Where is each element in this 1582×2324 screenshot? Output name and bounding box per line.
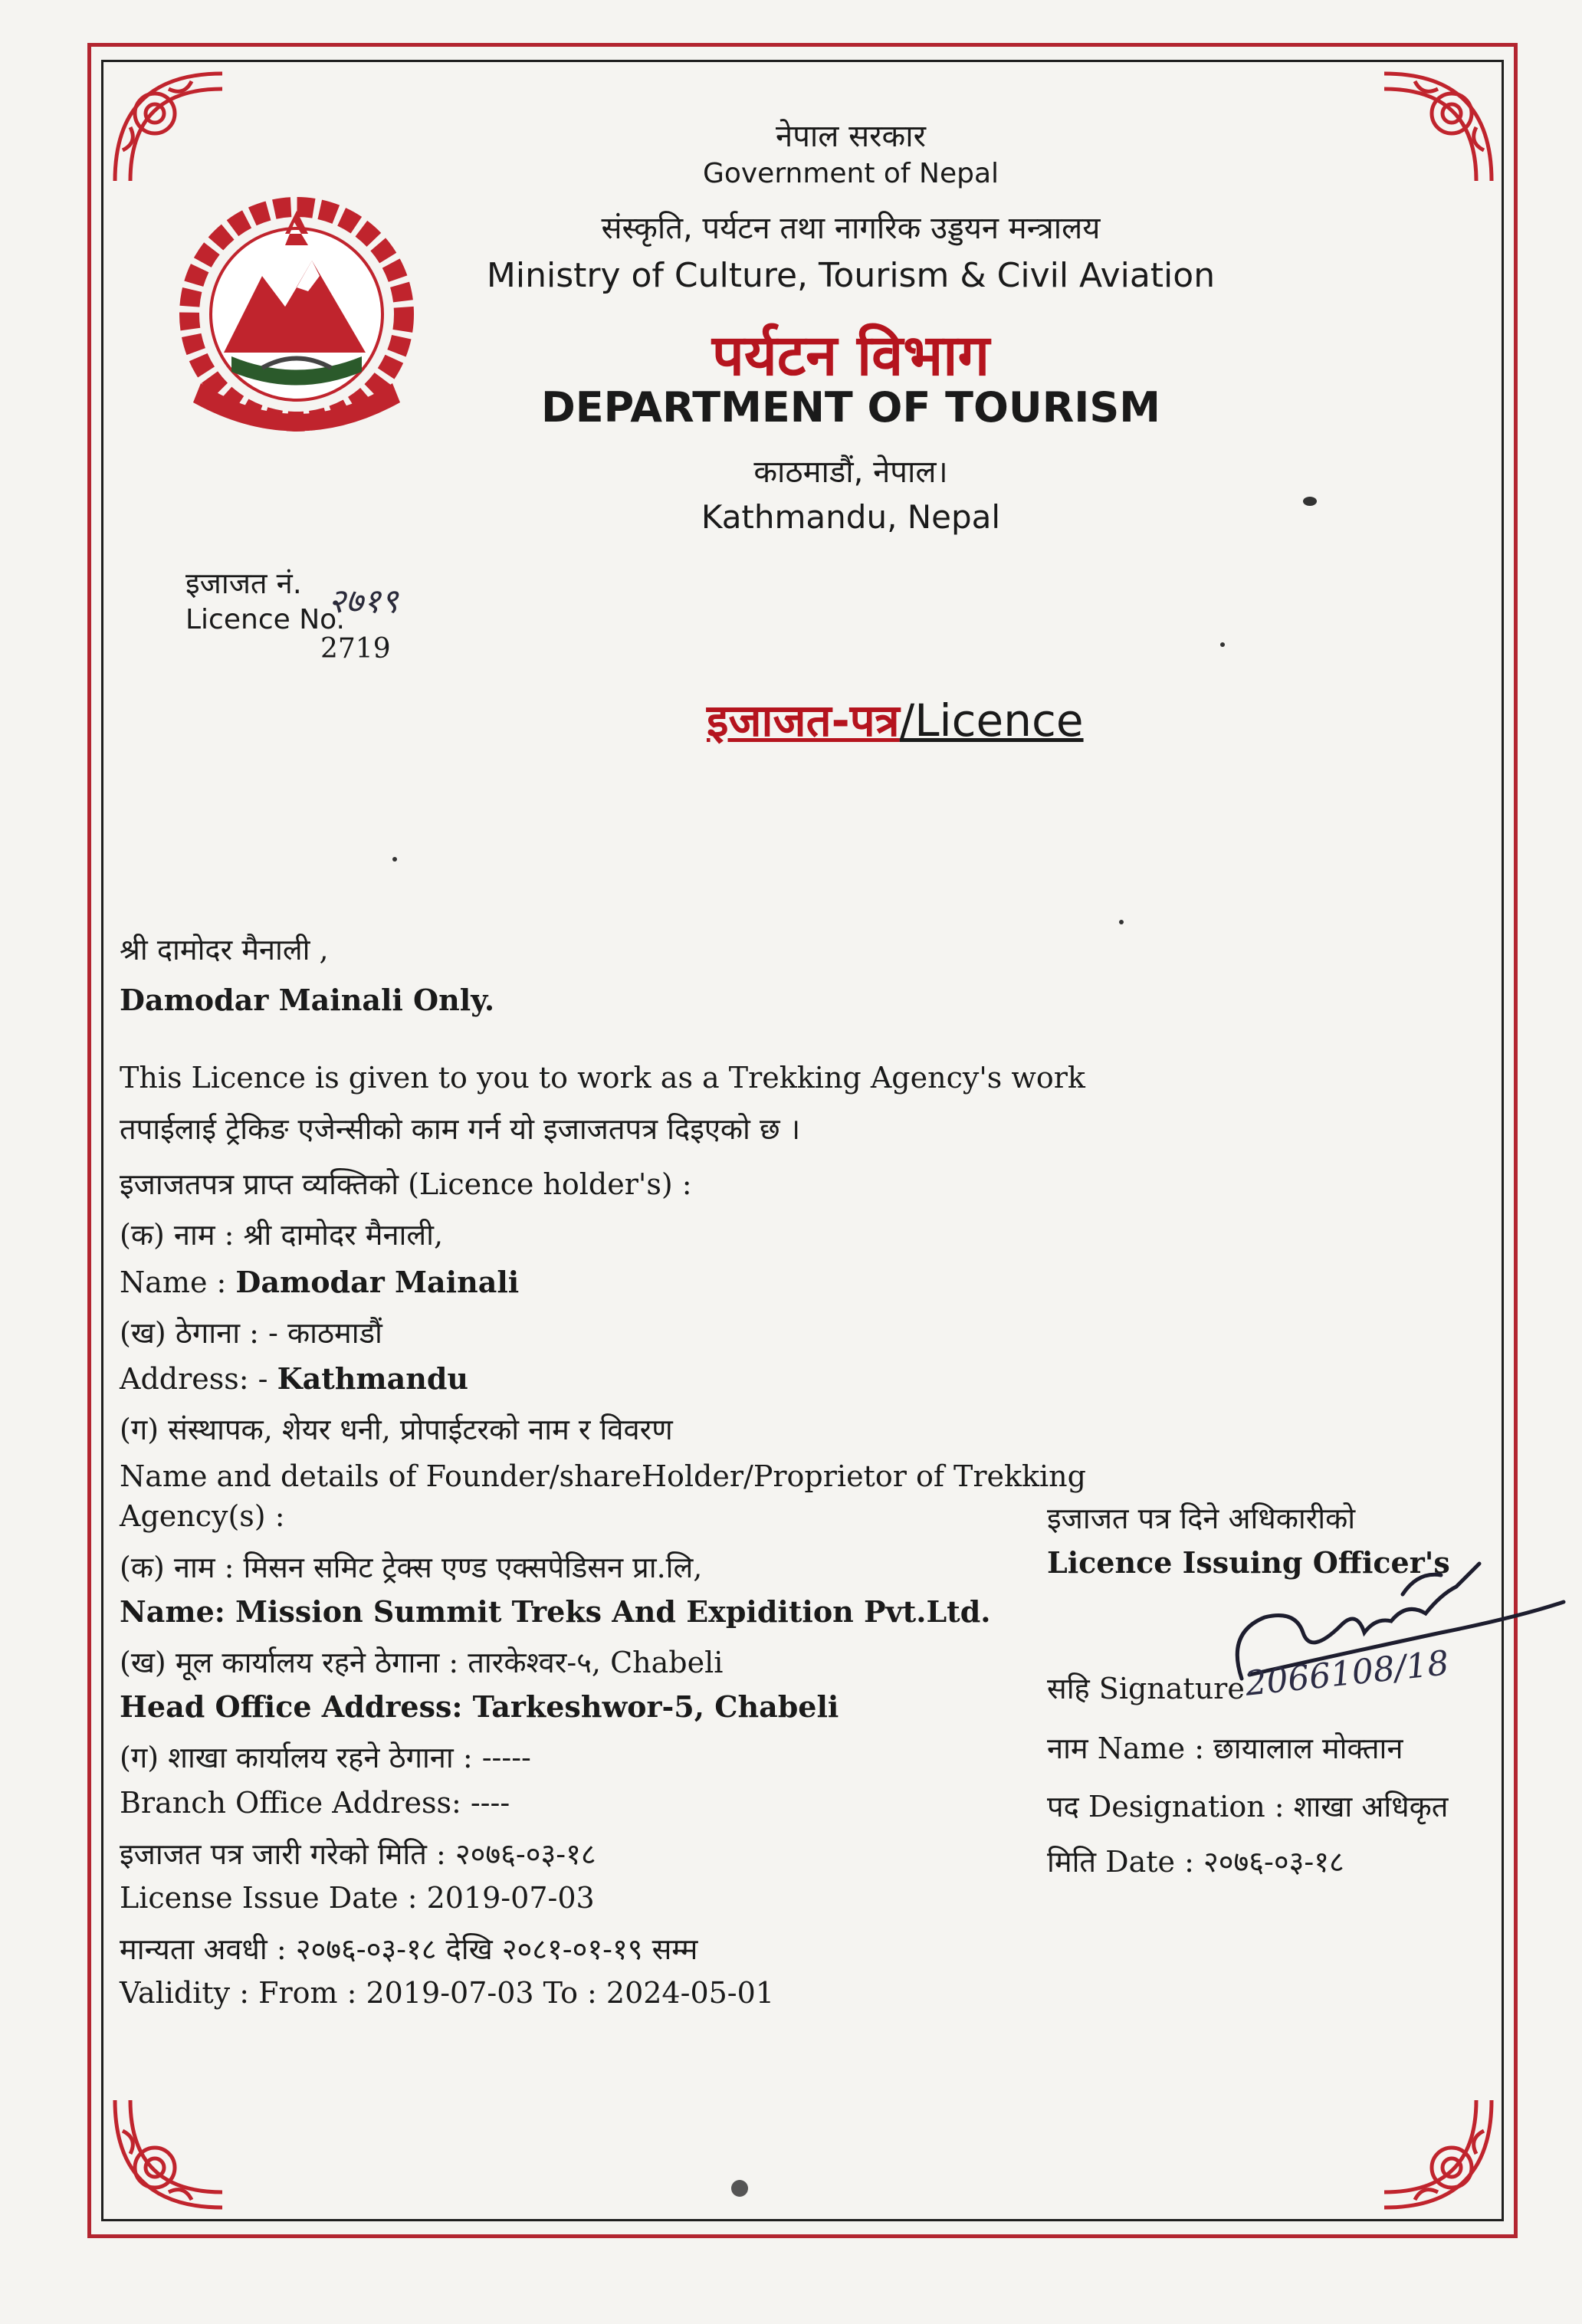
recipient-np: श्री दामोदर मैनाली , bbox=[120, 933, 329, 967]
officer-name: नाम Name : छायालाल मोक्तान bbox=[1047, 1732, 1403, 1765]
issue-date-np: इजाजत पत्र जारी गरेको मिति : २०७६-०३-१८ bbox=[120, 1837, 596, 1871]
branch-office-np: (ग) शाखा कार्यालय रहने ठेगाना : ----- bbox=[120, 1741, 531, 1774]
head-office-en: Head Office Address: Tarkeshwor-5, Chabeli bbox=[120, 1689, 839, 1724]
corner-ornament-icon bbox=[1377, 66, 1499, 189]
intro-en: This Licence is given to you to work as a Trekking Agency's work bbox=[120, 1061, 1085, 1095]
nepal-emblem-icon bbox=[170, 192, 423, 445]
issue-date-en: License Issue Date : 2019-07-03 bbox=[120, 1881, 595, 1915]
paper-speck bbox=[1119, 920, 1124, 924]
holder-address-en bbox=[120, 1361, 468, 1396]
holder-heading: इजाजतपत्र प्राप्त व्यक्तिको (Licence holder's) : bbox=[120, 1167, 692, 1201]
ministry-np: संस्कृति, पर्यटन तथा नागरिक उड्डयन मन्त्रालय bbox=[601, 211, 1101, 246]
signature-label: सहि Signature bbox=[1047, 1672, 1245, 1705]
founder-heading-en-2: Agency(s) : bbox=[120, 1499, 285, 1533]
validity-np: मान्यता अवधी : २०७६-०३-१८ देखि २०८१-०१-१९ सम्म bbox=[120, 1932, 698, 1966]
address-label: Address: - bbox=[120, 1362, 268, 1396]
licence-no-value: 2719 bbox=[320, 633, 391, 665]
head-office-np: (ख) मूल कार्यालय रहने ठेगाना : तारकेश्वर-५, Chabeli bbox=[120, 1646, 724, 1679]
corner-ornament-icon bbox=[107, 2093, 230, 2215]
officer-heading-np: इजाजत पत्र दिने अधिकारीको bbox=[1047, 1502, 1356, 1535]
validity-en: Validity : From : 2019-07-03 To : 2024-05-01 bbox=[120, 1976, 774, 2010]
department-np: पर्यटन विभाग bbox=[711, 323, 990, 389]
paper-speck bbox=[731, 2180, 748, 2197]
paper-speck bbox=[1303, 497, 1317, 506]
government-en: Government of Nepal bbox=[702, 158, 999, 189]
officer-date: मिति Date : २०७६-०३-१८ bbox=[1047, 1845, 1344, 1879]
corner-ornament-icon bbox=[107, 66, 230, 189]
name-value: Damodar Mainali bbox=[235, 1265, 520, 1299]
ministry-en: Ministry of Culture, Tourism & Civil Aviation bbox=[486, 256, 1216, 295]
agency-name-en: Name: Mission Summit Treks And Expidition Pvt.Ltd. bbox=[120, 1594, 991, 1629]
city-en: Kathmandu, Nepal bbox=[701, 498, 1001, 536]
city-np: काठमाडौं, नेपाल। bbox=[753, 455, 948, 490]
address-value: Kathmandu bbox=[277, 1361, 469, 1396]
licence-no-handwritten: २७१९ bbox=[328, 582, 399, 621]
paper-speck bbox=[392, 857, 397, 862]
holder-name-en bbox=[120, 1265, 519, 1299]
licence-title bbox=[707, 688, 1084, 749]
name-label: Name : bbox=[120, 1265, 227, 1299]
officer-heading-en: Licence Issuing Officer's bbox=[1047, 1545, 1450, 1580]
agency-name-np: (क) नाम : मिसन समिट ट्रेक्स एण्ड एक्सपेडिसन प्रा.लि, bbox=[120, 1551, 703, 1584]
licence-title-en: /Licence bbox=[899, 694, 1084, 747]
holder-name-np: (क) नाम : श्री दामोदर मैनाली, bbox=[120, 1218, 444, 1252]
intro-np: तपाईलाई ट्रेकिङ एजेन्सीको काम गर्न यो इजाजतपत्र दिइएको छ । bbox=[120, 1112, 801, 1146]
department-en: DEPARTMENT OF TOURISM bbox=[540, 383, 1161, 432]
licence-no-label-en: Licence No. bbox=[185, 604, 345, 635]
holder-address-np: (ख) ठेगाना : - काठमाडौं bbox=[120, 1316, 382, 1350]
recipient-en: Damodar Mainali Only. bbox=[120, 983, 495, 1017]
licence-title-np: इजाजत-पत्र bbox=[707, 694, 900, 747]
officer-designation: पद Designation : शाखा अधिकृत bbox=[1047, 1790, 1449, 1823]
corner-ornament-icon bbox=[1377, 2093, 1499, 2215]
licence-no-label-np: इजाजत नं. bbox=[185, 566, 302, 600]
branch-office-en: Branch Office Address: ---- bbox=[120, 1786, 510, 1820]
signature-date: 2066108/18 bbox=[1243, 1643, 1451, 1704]
founder-heading-en-1: Name and details of Founder/shareHolder/Proprietor of Trekking bbox=[120, 1459, 1086, 1493]
government-np: नेपाल सरकार bbox=[776, 119, 926, 154]
founder-heading-np: (ग) संस्थापक, शेयर धनी, प्रोपाईटरको नाम र विवरण bbox=[120, 1413, 673, 1446]
paper-speck bbox=[1220, 642, 1225, 647]
